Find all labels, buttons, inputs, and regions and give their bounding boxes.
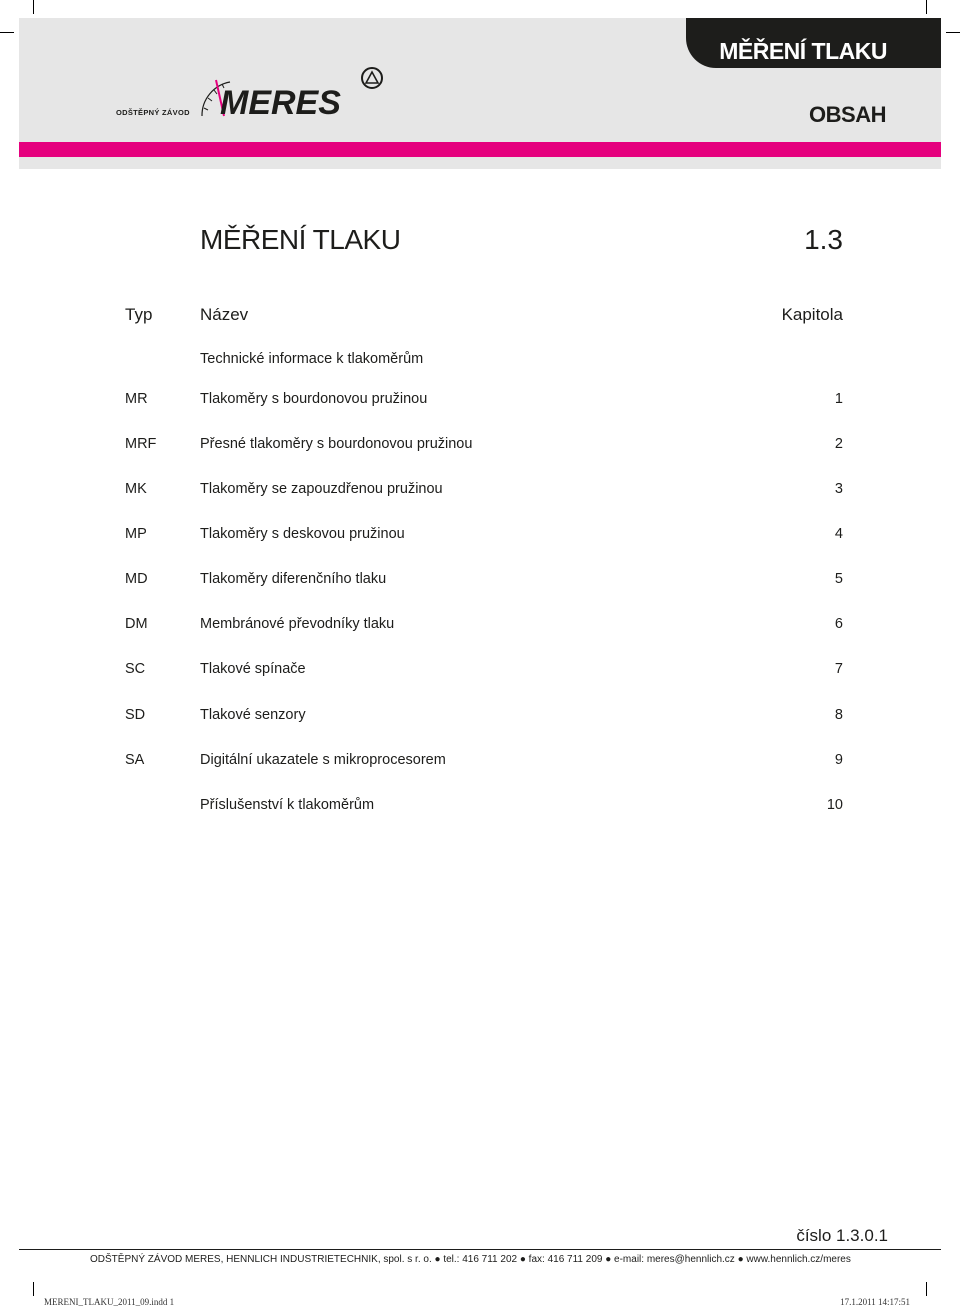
footer-divider — [19, 1249, 941, 1250]
table-row — [0, 481, 960, 501]
row-nazev: Technické informace k tlakoměrům — [200, 351, 424, 367]
row-kapitola: 6 — [834, 616, 843, 632]
row-typ: MD — [125, 571, 148, 587]
column-header-nazev: Název — [200, 305, 249, 324]
table-row — [0, 797, 960, 817]
table-row — [0, 752, 960, 772]
row-kapitola: 3 — [834, 481, 843, 497]
section-tab — [686, 18, 941, 68]
table-row — [0, 351, 960, 371]
row-kapitola: 4 — [834, 526, 843, 542]
crop-mark — [926, 0, 927, 14]
row-nazev: Přesné tlakoměry s bourdonovou pružinou — [200, 436, 473, 452]
row-kapitola: 1 — [834, 391, 843, 407]
row-kapitola: 10 — [826, 797, 843, 813]
print-slug-file: MERENI_TLAKU_2011_09.indd 1 — [44, 1297, 175, 1307]
row-typ: DM — [125, 616, 148, 632]
table-row — [0, 616, 960, 636]
table-row — [0, 436, 960, 456]
crop-mark — [946, 32, 960, 33]
row-typ: SC — [125, 661, 146, 677]
footer-contact: ODŠTĚPNÝ ZÁVOD MERES, HENNLICH INDUSTRIETECHNIK, spol. s r. o. ● tel.: 416 711 202 ● fax: 416 711 209 ● e-mail: meres@hennlich.cz ● www.hennlich.cz/meres — [90, 1254, 851, 1265]
row-kapitola: 7 — [834, 661, 843, 677]
row-kapitola: 2 — [834, 436, 843, 452]
row-nazev: Tlakové senzory — [200, 707, 306, 723]
crop-mark — [33, 1282, 34, 1296]
page-subtitle: OBSAH — [809, 102, 886, 127]
page-number-label: číslo 1.3.0.1 — [796, 1226, 888, 1245]
row-nazev: Příslušenství k tlakoměrům — [200, 797, 375, 813]
logo-subtext: ODŠTĚPNÝ ZÁVOD — [116, 108, 190, 117]
document-title: MĚŘENÍ TLAKU — [200, 224, 401, 255]
row-nazev: Tlakoměry diferenčního tlaku — [200, 571, 387, 587]
row-typ: MP — [125, 526, 147, 542]
meres-logo — [190, 64, 390, 120]
row-typ: MK — [125, 481, 147, 497]
column-header-typ: Typ — [125, 305, 153, 324]
print-slug-date: 17.1.2011 14:17:51 — [840, 1297, 910, 1307]
document-number: 1.3 — [804, 224, 843, 255]
row-nazev: Tlakoměry s bourdonovou pružinou — [200, 391, 428, 407]
row-typ: MRF — [125, 436, 157, 452]
row-nazev: Tlakoměry se zapouzdřenou pružinou — [200, 481, 443, 497]
crop-mark — [33, 0, 34, 14]
row-kapitola: 8 — [834, 707, 843, 723]
accent-bar — [19, 142, 941, 157]
row-nazev: Tlakoměry s deskovou pružinou — [200, 526, 405, 542]
row-typ: SA — [125, 752, 145, 768]
row-nazev: Membránové převodníky tlaku — [200, 616, 395, 632]
row-kapitola: 9 — [834, 752, 843, 768]
section-title: MĚŘENÍ TLAKU — [719, 38, 887, 64]
row-typ: MR — [125, 391, 148, 407]
table-row — [0, 571, 960, 591]
crop-mark — [926, 1282, 927, 1296]
table-row — [0, 661, 960, 681]
crop-mark — [0, 32, 14, 33]
row-nazev: Digitální ukazatele s mikroprocesorem — [200, 752, 446, 768]
table-row — [0, 526, 960, 546]
column-header-kapitola: Kapitola — [781, 305, 843, 324]
row-kapitola: 5 — [834, 571, 843, 587]
table-row — [0, 391, 960, 411]
table-row — [0, 707, 960, 727]
row-typ: SD — [125, 707, 146, 723]
row-nazev: Tlakové spínače — [200, 661, 306, 677]
logo-wordmark: MERES — [220, 84, 341, 120]
